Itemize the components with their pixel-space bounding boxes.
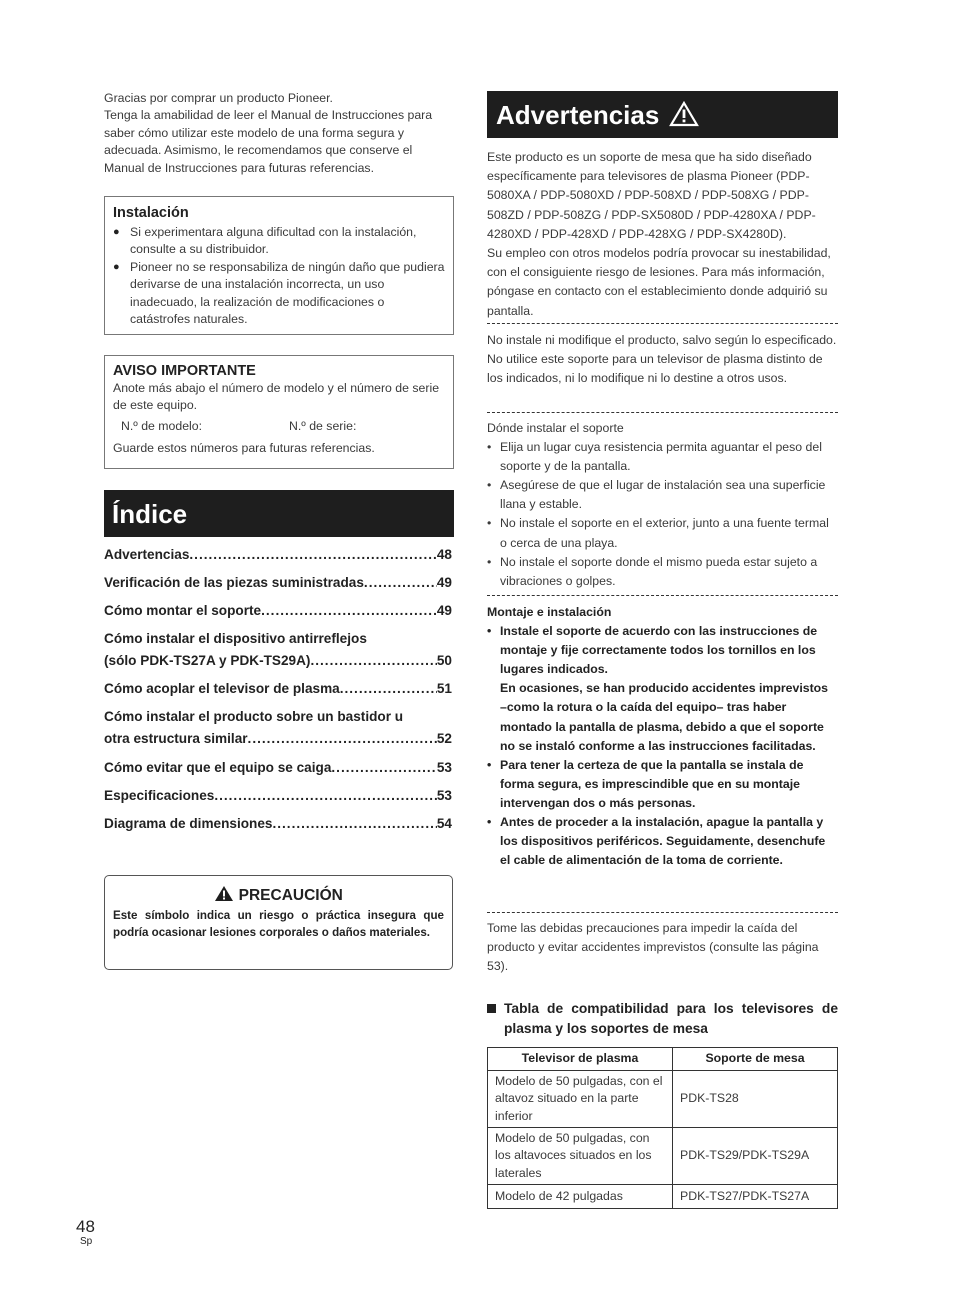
- square-bullet-icon: [487, 1004, 496, 1013]
- toc-entry-line1[interactable]: [104, 707, 452, 727]
- warning-triangle-icon: [669, 101, 699, 127]
- toc-entry[interactable]: [104, 651, 452, 671]
- compat-table: [487, 1047, 838, 1209]
- aviso-fields: [113, 418, 445, 440]
- montaje-item: • Para tener la certeza de que la pantalla se instala de forma segura, es imprescindible que en su montaje intervengan dos o más personas.: [487, 756, 838, 813]
- instalacion-item: ● Si experimentara alguna dificultad con la instalación, consulte a su distribuidor.: [113, 224, 445, 259]
- tabla-heading-block: [487, 999, 838, 1038]
- toc-label: Advertencias: [104, 547, 190, 562]
- toc-label: Cómo evitar que el equipo se caiga: [104, 760, 332, 775]
- serial-number-label: N.º de serie:: [289, 418, 357, 433]
- toc-label: otra estructura similar: [104, 731, 248, 746]
- aviso-box: [104, 355, 454, 469]
- toc-label: Cómo montar el soporte: [104, 603, 262, 618]
- toc-label: Cómo instalar el dispositivo antirreflejos: [104, 631, 367, 646]
- donde-item: • Asegúrese de que el lugar de instalación sea una superficie llana y estable.: [487, 476, 838, 514]
- indice-title: Índice: [112, 499, 188, 529]
- dashed-divider: [487, 912, 838, 913]
- tabla-heading: Tabla de compatibilidad para los televisores de plasma y los soportes de mesa: [504, 1001, 838, 1036]
- donde-section: [487, 419, 838, 591]
- advertencias-intro: [487, 148, 838, 321]
- advertencias-p4: Tome las debidas precauciones para impedir la caída del producto y evitar accidentes imprevistos (consulte las página 53).: [487, 921, 819, 974]
- toc-entry[interactable]: [104, 814, 452, 834]
- toc-label: Especificaciones: [104, 788, 215, 803]
- toc-page: 48: [436, 547, 452, 562]
- model-number-label: N.º de modelo:: [121, 418, 203, 433]
- advertencias-title: Advertencias: [496, 100, 660, 130]
- instalacion-list: [113, 224, 445, 328]
- col-header-tv: Televisor de plasma: [488, 1048, 673, 1071]
- toc-page: 50: [436, 653, 452, 668]
- donde-item: • Elija un lugar cuya resistencia permita aguantar el peso del soporte y de la pantalla.: [487, 438, 838, 476]
- instalacion-box: [104, 196, 454, 335]
- montaje-list: [487, 622, 838, 870]
- warning-triangle-icon: [214, 885, 234, 902]
- precaucion-header: [113, 885, 444, 907]
- toc-page: 53: [436, 760, 452, 775]
- intro-line-1: Gracias por comprar un producto Pioneer.: [104, 91, 333, 105]
- toc-entry[interactable]: [104, 601, 452, 621]
- donde-item: • No instale el soporte en el exterior, junto a una fuente termal o cerca de una playa.: [487, 514, 838, 552]
- cell-tv: Modelo de 42 pulgadas: [488, 1185, 673, 1209]
- advertencias-p1: Este producto es un soporte de mesa que ha sido diseñado específicamente para televisores de plasma Pioneer (PDP-5080XA / PDP-5080XD / PDP-508XD / PDP-508XG / PDP-508ZD / PDP-508ZG / PDP-SX5080D / PDP-4280XA / PDP-4280XD / PDP-428XD / PDP-428XG / PDP-SX4280D).: [487, 150, 816, 241]
- cell-tv: Modelo de 50 pulgadas, con los altavoces situados en los laterales: [488, 1128, 673, 1185]
- aviso-footer: Guarde estos números para futuras referencias.: [113, 440, 375, 455]
- toc-entry[interactable]: [104, 758, 452, 778]
- col-header-soporte: Soporte de mesa: [673, 1048, 838, 1071]
- montaje-item-text: • Instale el soporte de acuerdo con las instrucciones de montaje y fije correctamente todos los tornillos en los lugares indicados.: [500, 624, 818, 677]
- montaje-item: • Antes de proceder a la instalación, apague la pantalla y los dispositivos periféricos. Seguidamente, desenchufe el cable de alimentación de la toma de corriente.: [487, 813, 838, 870]
- toc-entry[interactable]: [104, 786, 452, 806]
- toc-entry[interactable]: [104, 679, 452, 699]
- toc-page: 53: [436, 788, 452, 803]
- intro-line-2: Tenga la amabilidad de leer el Manual de Instrucciones para saber cómo utilizar este modelo de una forma segura y adecuada. Asimismo, le recomendamos que conserve el Manual de Instrucciones para futuras referencias.: [104, 108, 433, 175]
- language-code: Sp: [80, 1236, 93, 1247]
- toc-label: Verificación de las piezas suministradas: [104, 575, 364, 590]
- advertencias-p2: Su empleo con otros modelos podría provocar su inestabilidad, con el consiguiente riesgo de lesiones. Para más información, póngase en contacto con el establecimiento donde adquirió su pantalla.: [487, 246, 831, 318]
- table-row: [488, 1128, 838, 1185]
- cell-soporte: PDK-TS27/PDK-TS27A: [673, 1185, 838, 1209]
- donde-item: • No instale el soporte donde el mismo pueda estar sujeto a vibraciones o golpes.: [487, 553, 838, 591]
- toc-page: 51: [436, 681, 452, 696]
- toc-page: 49: [436, 603, 452, 618]
- advertencias-banner: [487, 91, 838, 138]
- indice-banner: [104, 490, 454, 537]
- toc-label: Cómo acoplar el televisor de plasma: [104, 681, 340, 696]
- precaucion-box: [104, 875, 453, 970]
- cell-soporte: PDK-TS28: [673, 1071, 838, 1128]
- toc-label: Cómo instalar el producto sobre un bastidor u: [104, 709, 404, 724]
- page-number: 48: [76, 1217, 95, 1236]
- donde-title: Dónde instalar el soporte: [487, 421, 624, 435]
- instalacion-title: Instalación: [113, 205, 189, 221]
- toc-entry[interactable]: [104, 729, 452, 749]
- table-row: [488, 1071, 838, 1128]
- toc-label: (sólo PDK-TS27A y PDK-TS29A): [104, 653, 311, 668]
- intro-text: [104, 90, 454, 177]
- instalacion-item: ● Pioneer no se responsabiliza de ningún daño que pudiera derivarse de una instalación incorrecta, un uso inadecuado, la realización de modificaciones o catástrofes naturales.: [113, 259, 445, 329]
- toc-page: 52: [436, 731, 452, 746]
- montaje-item: [487, 622, 838, 756]
- cell-soporte: PDK-TS29/PDK-TS29A: [673, 1128, 838, 1185]
- table-row: [488, 1185, 838, 1209]
- toc-entry[interactable]: [104, 573, 452, 593]
- donde-list: [487, 438, 838, 591]
- advertencias-p3: No instale ni modifique el producto, salvo según lo especificado. No utilice este soporte para un televisor de plasma distinto de los indicados, ni lo modifique ni lo destine a otros usos.: [487, 333, 837, 386]
- toc-entry-line1[interactable]: [104, 629, 452, 649]
- toc-label: Diagrama de dimensiones: [104, 816, 273, 831]
- cell-tv: Modelo de 50 pulgadas, con el altavoz situado en la parte inferior: [488, 1071, 673, 1128]
- table-header-row: [488, 1048, 838, 1071]
- dashed-divider: [487, 595, 838, 596]
- toc-page: 54: [436, 816, 452, 831]
- montaje-title: Montaje e instalación: [487, 605, 612, 619]
- montaje-item-extra: En ocasiones, se han producido accidentes imprevistos –como la rotura o la caída del equipo– tras haber montado la pantalla de plasma, debido a que el soporte no se instaló conforme a las instrucciones facilitadas.: [500, 681, 829, 753]
- toc-page: 49: [436, 575, 452, 590]
- precaucion-text: Este símbolo indica un riesgo o práctica insegura que podría ocasionar lesiones corporales o daños materiales.: [113, 909, 444, 940]
- precaucion-title: PRECAUCIÓN: [238, 887, 343, 904]
- toc-entry[interactable]: [104, 545, 452, 565]
- montaje-section: [487, 603, 838, 870]
- aviso-title: AVISO IMPORTANTE: [113, 363, 256, 379]
- dashed-divider: [487, 412, 838, 413]
- aviso-text: Anote más abajo el número de modelo y el número de serie de este equipo.: [113, 381, 440, 413]
- dashed-divider: [487, 323, 838, 324]
